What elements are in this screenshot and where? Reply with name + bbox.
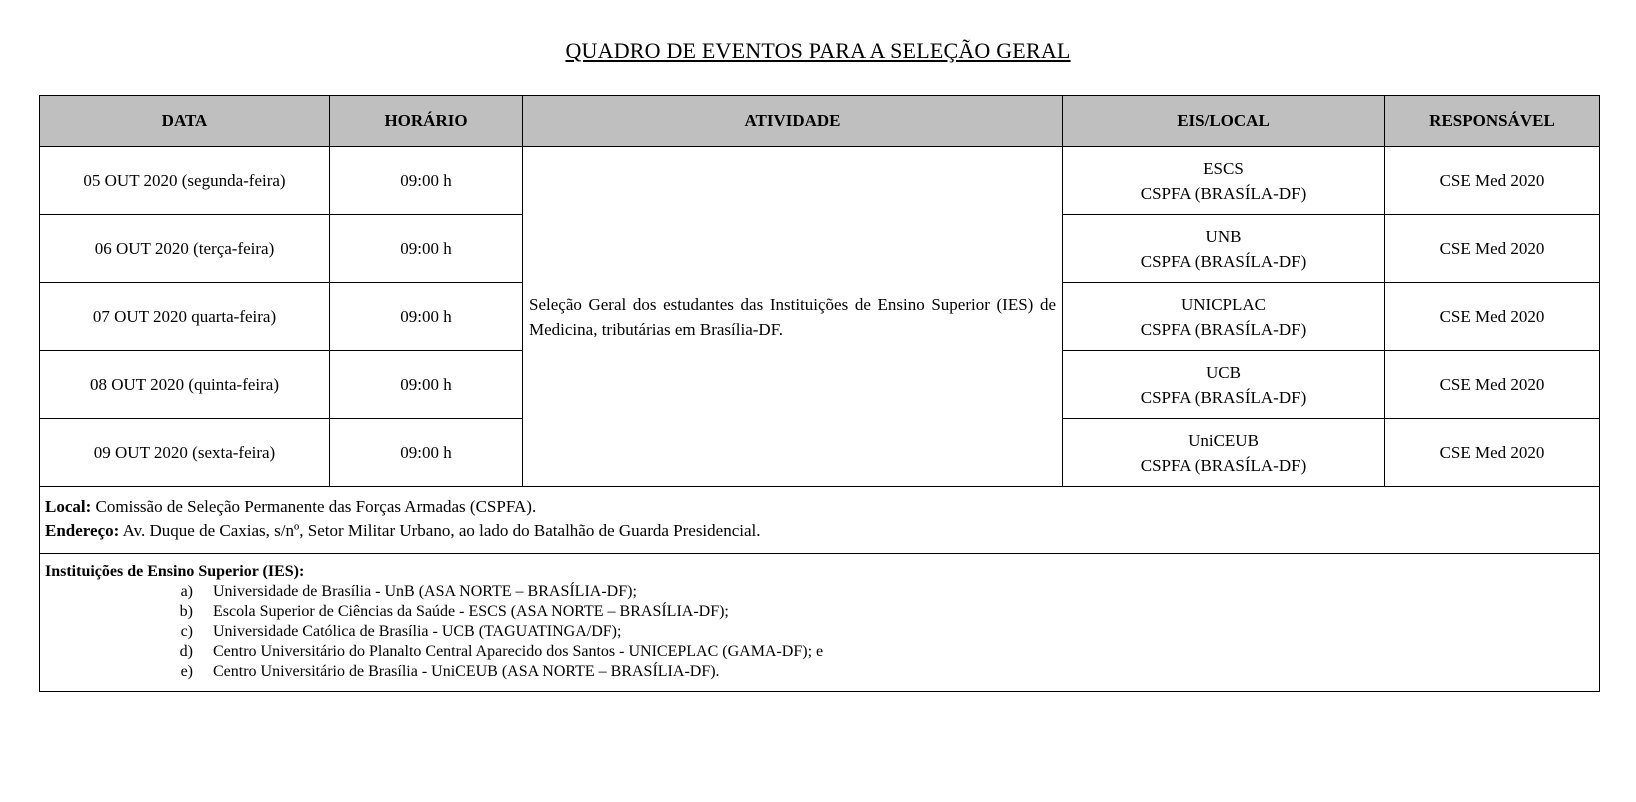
cell-responsavel: CSE Med 2020 — [1385, 351, 1600, 419]
local-line — [45, 495, 1594, 519]
list-item-text: Universidade Católica de Brasília - UCB (TAGUATINGA/DF); — [213, 623, 622, 640]
ies-heading: Instituições de Ensino Superior (IES): — [45, 563, 305, 580]
cell-responsavel: CSE Med 2020 — [1385, 147, 1600, 215]
ies-list — [45, 582, 1594, 682]
eis-location: CSPFA (BRASÍLA-DF) — [1140, 251, 1307, 271]
ies-row — [40, 554, 1600, 692]
list-marker: c) — [180, 623, 193, 640]
cell-activity — [523, 147, 1063, 487]
cell-date: 09 OUT 2020 (sexta-feira) — [40, 419, 330, 487]
location-info — [40, 487, 1600, 554]
eis-location: CSPFA (BRASÍLA-DF) — [1140, 387, 1307, 407]
cell-eis-local — [1063, 419, 1385, 487]
table-row — [40, 147, 1600, 215]
cell-eis-local — [1063, 351, 1385, 419]
cell-time: 09:00 h — [330, 283, 523, 351]
list-item — [45, 642, 1594, 662]
cell-responsavel: CSE Med 2020 — [1385, 419, 1600, 487]
address-value: Av. Duque de Caxias, s/nº, Setor Militar Urbano, ao lado do Batalhão de Guarda Presidencial. — [119, 521, 761, 540]
cell-eis-local — [1063, 283, 1385, 351]
list-marker: d) — [179, 643, 193, 660]
ies-info — [40, 554, 1600, 692]
list-item-text: Centro Universitário de Brasília - UniCEUB (ASA NORTE – BRASÍLIA-DF). — [213, 663, 720, 680]
eis-location: CSPFA (BRASÍLA-DF) — [1140, 183, 1307, 203]
header-data: DATA — [40, 96, 330, 147]
eis-location: CSPFA (BRASÍLA-DF) — [1140, 455, 1307, 475]
eis-name: UNICPLAC — [1180, 294, 1266, 314]
location-row — [40, 487, 1600, 554]
header-responsavel: RESPONSÁVEL — [1385, 96, 1600, 147]
events-table — [39, 95, 1600, 692]
cell-date: 07 OUT 2020 quarta-feira) — [40, 283, 330, 351]
cell-date: 05 OUT 2020 (segunda-feira) — [40, 147, 330, 215]
eis-name: UCB — [1206, 362, 1241, 382]
address-label: Endereço: — [45, 521, 120, 540]
list-marker: e) — [180, 663, 193, 680]
cell-time: 09:00 h — [330, 351, 523, 419]
eis-name: UniCEUB — [1188, 430, 1259, 450]
header-atividade: ATIVIDADE — [523, 96, 1063, 147]
eis-name: ESCS — [1203, 158, 1244, 178]
page-title: QUADRO DE EVENTOS PARA A SELEÇÃO GERAL — [565, 38, 1071, 63]
local-label: Local: — [45, 497, 92, 516]
eis-location: CSPFA (BRASÍLA-DF) — [1140, 319, 1307, 339]
list-marker: b) — [179, 603, 193, 620]
eis-name: UNB — [1205, 226, 1242, 246]
list-item — [45, 662, 1594, 682]
header-horario: HORÁRIO — [330, 96, 523, 147]
cell-date: 08 OUT 2020 (quinta-feira) — [40, 351, 330, 419]
cell-date: 06 OUT 2020 (terça-feira) — [40, 215, 330, 283]
cell-time: 09:00 h — [330, 215, 523, 283]
activity-text: Seleção Geral dos estudantes das Instituições de Ensino Superior (IES) de Medicina, tributárias em Brasília-DF. — [529, 294, 1056, 339]
cell-eis-local — [1063, 215, 1385, 283]
list-item — [45, 582, 1594, 602]
list-item — [45, 602, 1594, 622]
list-marker: a) — [180, 583, 193, 600]
cell-time: 09:00 h — [330, 147, 523, 215]
list-item-text: Universidade de Brasília - UnB (ASA NORTE – BRASÍLIA-DF); — [213, 583, 637, 600]
list-item — [45, 622, 1594, 642]
cell-responsavel: CSE Med 2020 — [1385, 215, 1600, 283]
list-item-text: Centro Universitário do Planalto Central Aparecido dos Santos - UNICEPLAC (GAMA-DF); e — [213, 643, 824, 660]
table-header-row — [40, 96, 1600, 147]
cell-time: 09:00 h — [330, 419, 523, 487]
cell-responsavel: CSE Med 2020 — [1385, 283, 1600, 351]
header-eis-local: EIS/LOCAL — [1063, 96, 1385, 147]
address-line — [45, 519, 1594, 543]
local-value: Comissão de Seleção Permanente das Forças Armadas (CSPFA). — [91, 497, 537, 516]
cell-eis-local — [1063, 147, 1385, 215]
list-item-text: Escola Superior de Ciências da Saúde - ESCS (ASA NORTE – BRASÍLIA-DF); — [213, 603, 729, 620]
